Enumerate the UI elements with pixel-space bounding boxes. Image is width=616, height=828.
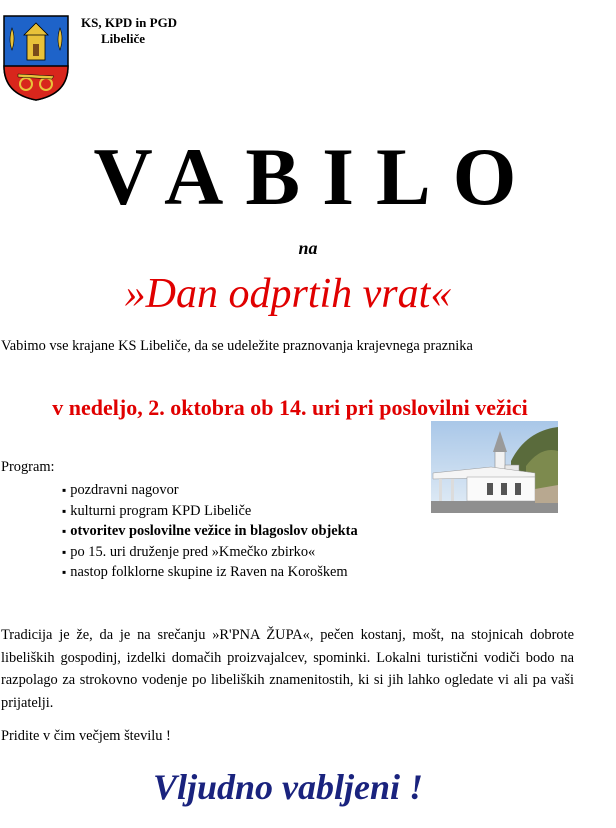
list-item: ▪ kulturni program KPD Libeliče: [62, 501, 358, 522]
signoff: Vljudno vabljeni !: [152, 767, 424, 807]
tradition-paragraph: Tradicija je že, da je na srečanju »R'PNA ŽUPA«, pečen kostanj, mošt, na stojnicah dobrote libeliških gospodinj, izdelki domačih proizvajalcev, spominki. Lokalni turistični vodiči bodo na razpolago za strokovno vodenje po libeliških znamenitostih, ki si jih lahko ogledate vi ali pa vaši prijatelji.: [1, 627, 574, 711]
invitation-text: Vabimo vse krajane KS Libeliče, da se udeležite praznovanja krajevnega praznika: [1, 338, 473, 354]
org-line-1: KS, KPD in PGD: [81, 15, 178, 30]
list-item: ▪ pozdravni nagovor: [62, 480, 358, 501]
organization-header: [81, 15, 177, 47]
program-list: [62, 480, 358, 583]
title-connector: na: [298, 238, 318, 258]
coat-of-arms-logo: [2, 14, 70, 102]
page-title: VABILO: [93, 131, 539, 222]
program-label: Program:: [1, 459, 55, 475]
org-line-2: Libeliče: [101, 31, 146, 46]
list-item: ▪ otvoritev poslovilne vežice in blagoslov objekta: [62, 521, 358, 542]
closing-text: Pridite v čim večjem številu !: [1, 728, 171, 744]
list-item: ▪ nastop folklorne skupine iz Raven na Koroškem: [62, 562, 358, 583]
event-name: »Dan odprtih vrat«: [124, 271, 452, 317]
list-item: ▪ po 15. uri druženje pred »Kmečko zbirko«: [62, 542, 358, 563]
chapel-photo: [431, 421, 558, 513]
event-date-line: v nedeljo, 2. oktobra ob 14. uri pri poslovilni vežici: [52, 395, 528, 420]
